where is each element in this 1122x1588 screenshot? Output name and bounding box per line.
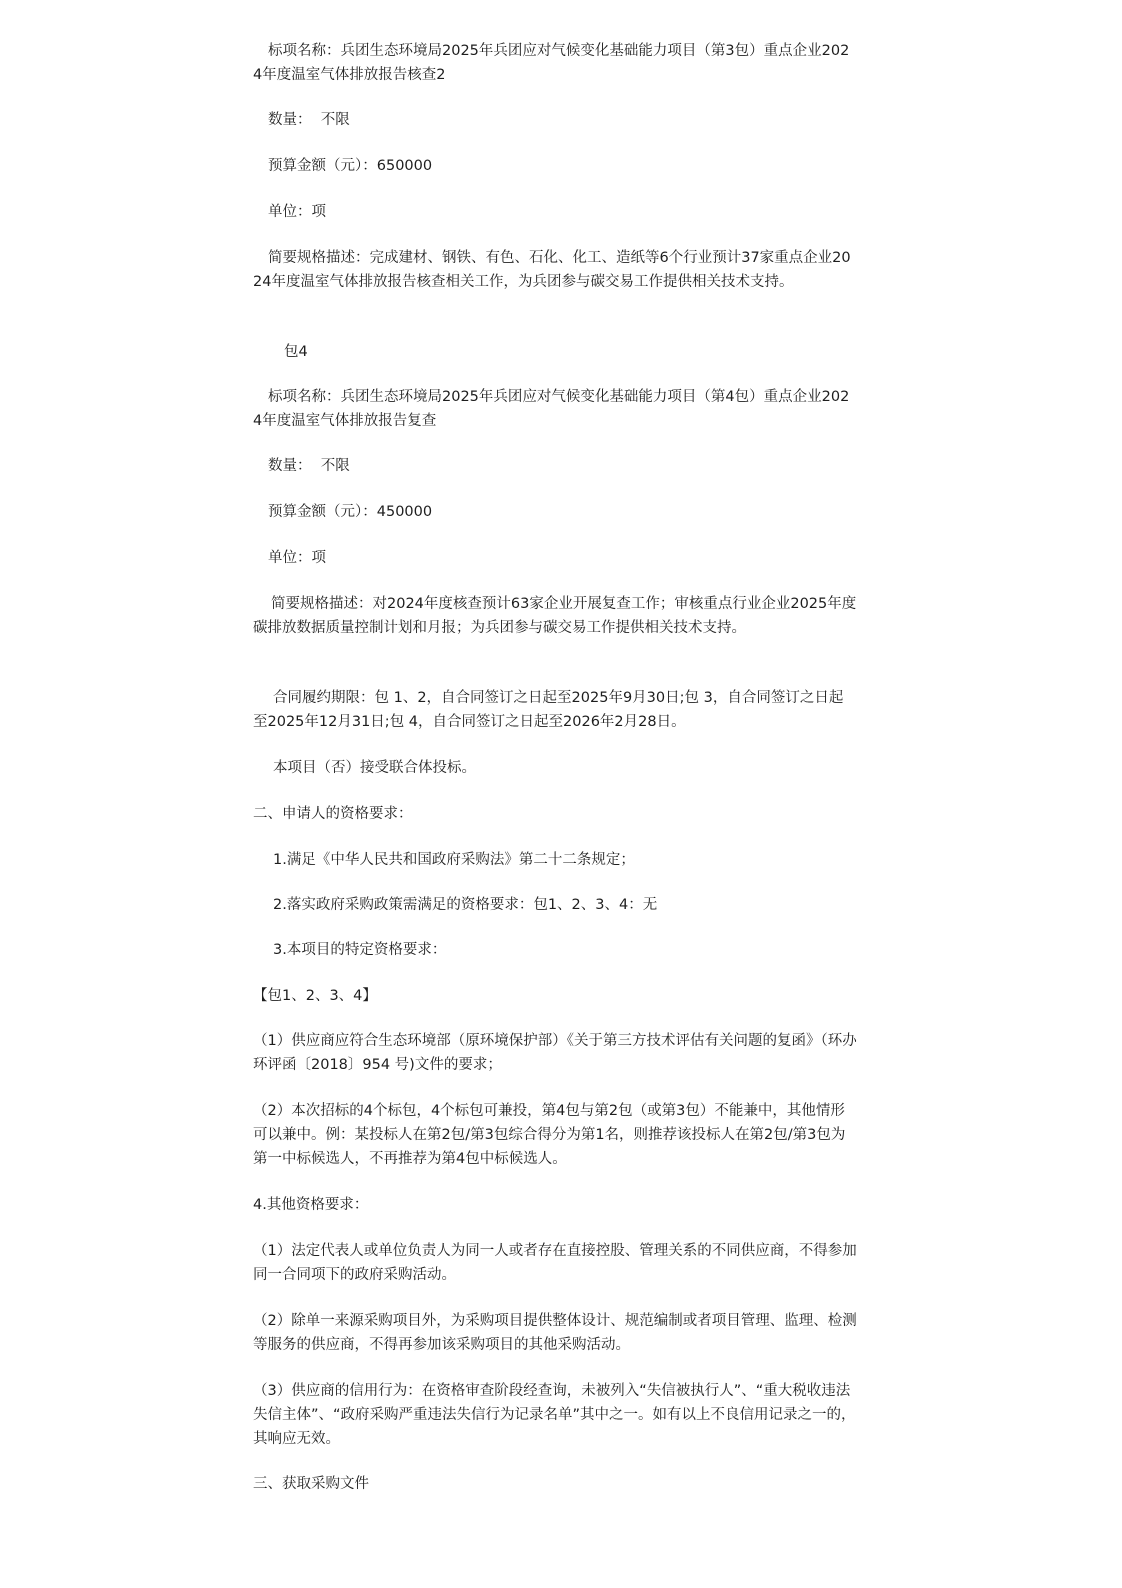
special-req-1: （1）供应商应符合生态环境部（原环境保护部）《关于第三方技术评估有关问题的复函》（环办环评函〔2018〕954 号)文件的要求； bbox=[253, 1033, 857, 1073]
lots-bracket-heading: 【包1、2、3、4】 bbox=[253, 988, 377, 1004]
other-req-heading: 4.其他资格要求： bbox=[253, 1197, 369, 1213]
other-req-2: （2）除单一来源采购项目外，为采购项目提供整体设计、规范编制或者项目管理、监理、检测等服务的供应商，不得再参加该采购项目的其他采购活动。 bbox=[253, 1313, 857, 1353]
lot4-unit: 单位：项 bbox=[268, 550, 326, 566]
consortium-note: 本项目（否）接受联合体投标。 bbox=[273, 760, 476, 776]
lot3-budget: 预算金额（元）：650000 bbox=[268, 158, 433, 174]
lot3-description: 简要规格描述：完成建材、钢铁、有色、石化、化工、造纸等6个行业预计37家重点企业2024年度温室气体排放报告核查相关工作，为兵团参与碳交易工作提供相关技术支持。 bbox=[253, 250, 851, 290]
other-req-3: （3）供应商的信用行为：在资格审查阶段经查询，未被列入“失信被执行人”、“重大税收违法失信主体”、“政府采购严重违法失信行为记录名单”其中之一。如有以上不良信用记录之一的，其响应无效。 bbox=[253, 1383, 856, 1447]
lot3-quantity: 数量： 不限 bbox=[268, 112, 350, 128]
requirement-2: 2.落实政府采购政策需满足的资格要求：包1、2、3、4：无 bbox=[273, 897, 658, 913]
lot4-heading: 包4 bbox=[284, 344, 308, 360]
contract-period: 合同履约期限：包 1、2，自合同签订之日起至2025年9月30日;包 3，自合同签订之日起至2025年12月31日;包 4，自合同签订之日起至2026年2月28日。 bbox=[253, 690, 844, 730]
lot4-quantity: 数量： 不限 bbox=[268, 458, 350, 474]
lot3-unit: 单位：项 bbox=[268, 204, 326, 220]
requirement-1: 1.满足《中华人民共和国政府采购法》第二十二条规定； bbox=[273, 852, 635, 868]
section-three-heading: 三、获取采购文件 bbox=[253, 1476, 369, 1492]
requirement-3: 3.本项目的特定资格要求： bbox=[273, 942, 447, 958]
lot4-description: 简要规格描述：对2024年度核查预计63家企业开展复查工作；审核重点行业企业2025年度碳排放数据质量控制计划和月报；为兵团参与碳交易工作提供相关技术支持。 bbox=[253, 596, 857, 636]
lot4-budget: 预算金额（元）：450000 bbox=[268, 504, 433, 520]
lot4-name: 标项名称：兵团生态环境局2025年兵团应对气候变化基础能力项目（第4包）重点企业2024年度温室气体排放报告复查 bbox=[253, 389, 850, 429]
special-req-2: （2）本次招标的4个标包，4个标包可兼投，第4包与第2包（或第3包）不能兼中，其他情形可以兼中。例：某投标人在第2包/第3包综合得分为第1名，则推荐该投标人在第2包/第3包为第一中标候选人，不再推荐为第4包中标候选人。 bbox=[253, 1103, 846, 1167]
lot3-name: 标项名称：兵团生态环境局2025年兵团应对气候变化基础能力项目（第3包）重点企业2024年度温室气体排放报告核查2 bbox=[253, 43, 850, 83]
other-req-1: （1）法定代表人或单位负责人为同一人或者存在直接控股、管理关系的不同供应商，不得参加同一合同项下的政府采购活动。 bbox=[253, 1243, 857, 1283]
section-two-heading: 二、申请人的资格要求： bbox=[253, 806, 413, 822]
